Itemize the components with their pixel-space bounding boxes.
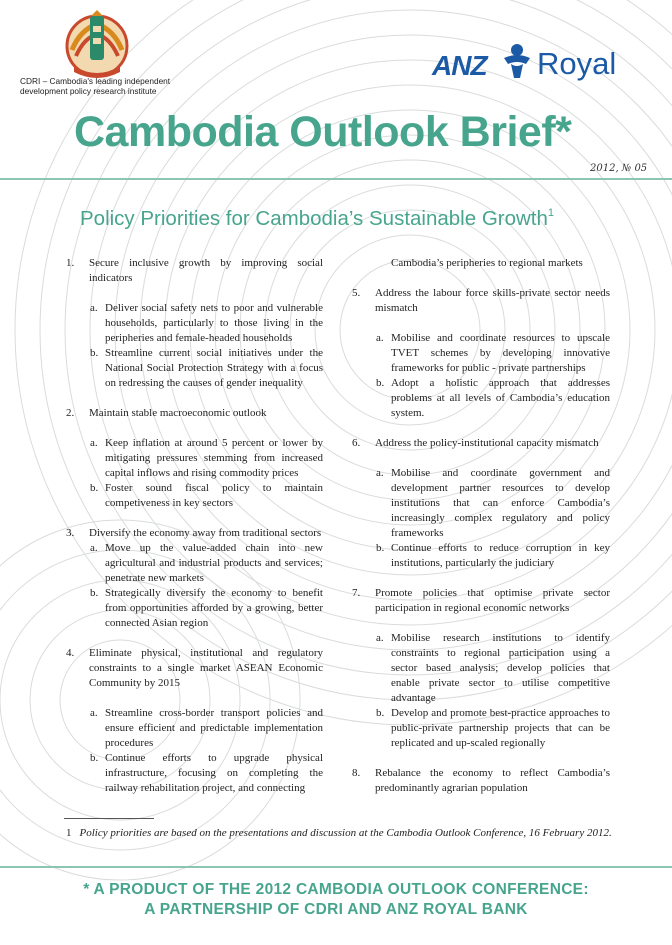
- sub-item-letter: a.: [90, 542, 98, 554]
- sub-item-letter: b.: [376, 377, 385, 389]
- sub-item: [66, 481, 323, 511]
- right-column: [352, 256, 610, 796]
- royal-wordmark: Royal: [537, 46, 617, 81]
- sub-item: [66, 751, 323, 796]
- priority-number: 3.: [66, 527, 75, 539]
- sub-item-text: Streamline cross-border transport policies and ensure efficient and predictable implementation procedures: [105, 707, 323, 749]
- bottom-divider: [0, 866, 672, 868]
- priority-item-6: [352, 436, 610, 451]
- sub-item-text: Foster sound fiscal policy to maintain competiveness in key sectors: [105, 482, 323, 509]
- sub-item-text: Move up the value-added chain into new agricultural and industrial products and services; penetrate new markets: [105, 542, 323, 584]
- sub-item-letter: a.: [376, 332, 384, 344]
- sub-item: [352, 706, 610, 751]
- brief-subtitle: [80, 207, 554, 231]
- sub-item: [66, 301, 323, 346]
- banner-line2: A PARTNERSHIP OF CDRI AND ANZ ROYAL BANK: [144, 901, 528, 918]
- sub-item: [66, 541, 323, 586]
- sub-item-text: Streamline current social initiatives under the National Social Protection Strategy with a focus on redressing the causes of gender inequality: [105, 347, 323, 389]
- sub-item: [352, 541, 610, 571]
- issue-number: 2012, № 05: [590, 163, 648, 174]
- cdri-caption-line1: CDRI – Cambodia's leading independent: [20, 76, 171, 86]
- sub-item-letter: b.: [90, 587, 99, 599]
- anz-royal-logo: [432, 40, 642, 84]
- sub-item-text: Deliver social safety nets to poor and vulnerable households, particularly to those living in the peripheries and female-headed households: [105, 302, 323, 344]
- priority-item-3: [66, 526, 323, 541]
- priority-item-1: [66, 256, 323, 286]
- subtitle-text: Policy Priorities for Cambodia’s Sustainable Growth: [80, 207, 548, 230]
- footnote-text: Policy priorities are based on the presentations and discussion at the Cambodia Outlook Conference, 16 February 2012.: [79, 827, 612, 839]
- sub-item: [352, 331, 610, 376]
- sub-item-text: Strategically diversify the economy to benefit from opportunities afforded by a growing, better connected Asian region: [105, 587, 323, 629]
- sub-item-letter: b.: [90, 482, 99, 494]
- sub-item-letter: a.: [376, 632, 384, 644]
- sub-item-text: Keep inflation at around 5 percent or lower by mitigating pressures stemming from increased capital inflows and rising commodity prices: [105, 437, 323, 479]
- sub-item-text: Continue efforts to upgrade physical infrastructure, focusing on completing the railway rehabilitation project, and connecting: [105, 752, 323, 794]
- subtitle-footnote-marker: 1: [547, 207, 555, 219]
- page-title: Cambodia Outlook Brief*: [74, 108, 572, 156]
- sub-item-text: Mobilise and coordinate government and development partner resources to develop institutions that can enforce Cambodia’s increasingly complex regulatory and policy frameworks: [391, 467, 610, 539]
- anz-wordmark: ANZ: [432, 50, 487, 81]
- footnote-divider: [64, 818, 154, 819]
- priority-title: Rebalance the economy to reflect Cambodia’s predominantly agrarian population: [375, 767, 610, 794]
- sub-item-letter: b.: [376, 542, 385, 554]
- priority-title: Secure inclusive growth by improving social indicators: [89, 257, 323, 284]
- priority-title: Maintain stable macroeconomic outlook: [89, 407, 267, 419]
- priority-title: Eliminate physical, institutional and regulatory constraints to a single market ASEAN Economic Community by 2015: [89, 647, 323, 689]
- continued-text: Cambodia’s peripheries to regional markets: [391, 257, 583, 269]
- cdri-caption-line2: development policy research institute: [20, 86, 157, 96]
- sub-item: [352, 376, 610, 421]
- priority-item-8: [352, 766, 610, 796]
- sub-item-text: Adopt a holistic approach that addresses problems at all levels of Cambodia’s education system.: [391, 377, 610, 419]
- priority-number: 1.: [66, 257, 75, 269]
- priority-number: 5.: [352, 287, 361, 299]
- sub-item-letter: b.: [376, 707, 385, 719]
- priority-item-4: [66, 646, 323, 691]
- priority-number: 7.: [352, 587, 361, 599]
- cdri-emblem-logo: [62, 10, 132, 84]
- cdri-caption: [20, 76, 220, 96]
- footnote: [66, 826, 612, 841]
- sub-item-letter: a.: [90, 302, 98, 314]
- priority-title: Diversify the economy away from traditional sectors: [89, 527, 322, 539]
- sub-item: [66, 586, 323, 631]
- sub-item: [352, 466, 610, 541]
- priority-number: 2.: [66, 407, 75, 419]
- priority-title: Address the labour force skills-private sector needs mismatch: [375, 287, 610, 314]
- conference-banner: [0, 880, 672, 920]
- sub-item-text: Continue efforts to reduce corruption in key institutions, particularly the judiciary: [391, 542, 610, 569]
- priority-number: 6.: [352, 437, 361, 449]
- priority-number: 4.: [66, 647, 75, 659]
- sub-item-letter: b.: [90, 347, 99, 359]
- anz-figure-icon: [500, 42, 534, 80]
- sub-item-letter: b.: [90, 752, 99, 764]
- priority-title: Address the policy-institutional capacity mismatch: [375, 437, 599, 449]
- priority-item-5: [352, 286, 610, 316]
- left-column: [66, 256, 323, 796]
- priority-item-7: [352, 586, 610, 616]
- sub-item: [66, 436, 323, 481]
- sub-item-letter: a.: [376, 467, 384, 479]
- priority-title: Promote policies that optimise private sector participation in regional economic networks: [375, 587, 610, 614]
- header-divider: [0, 178, 672, 180]
- sub-item-letter: a.: [90, 707, 98, 719]
- sub-item: [352, 631, 610, 706]
- sub-item-text: Mobilise research institutions to identify constraints to regional participation using a sector based analysis; develop policies that enable private sector to utilise competitive advantage: [391, 632, 610, 704]
- priority-number: 8.: [352, 767, 361, 779]
- sub-item-text: Mobilise and coordinate resources to upscale TVET schemes by developing innovative frameworks for public - private partnerships: [391, 332, 610, 374]
- footnote-number: 1: [66, 827, 72, 839]
- sub-item: [66, 706, 323, 751]
- sub-item-text: Develop and promote best-practice approaches to public-private partnership projects that can be replicated and up-scaled regionally: [391, 707, 610, 749]
- banner-line1: * A PRODUCT OF THE 2012 CAMBODIA OUTLOOK CONFERENCE:: [83, 881, 589, 898]
- priority-item-2: [66, 406, 323, 421]
- sub-item: [66, 346, 323, 391]
- sub-item-letter: a.: [90, 437, 98, 449]
